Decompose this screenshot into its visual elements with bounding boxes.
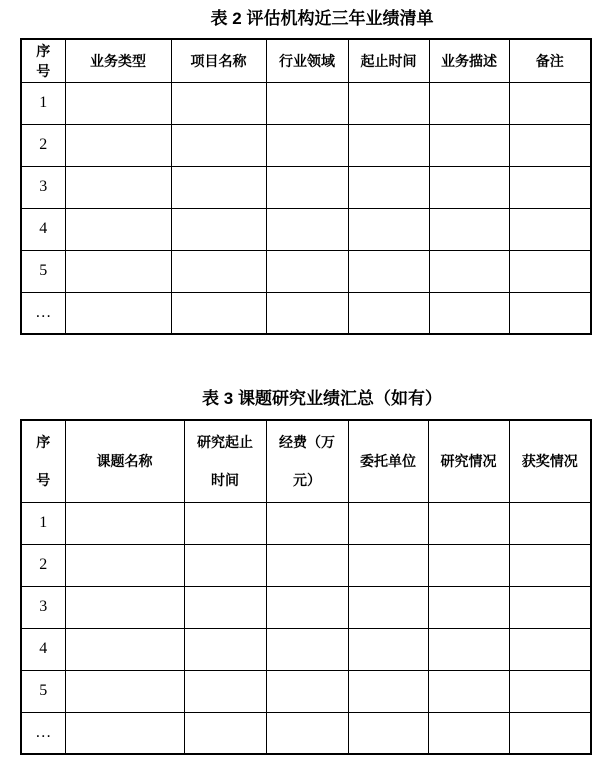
empty-cell bbox=[184, 670, 266, 712]
empty-cell bbox=[428, 628, 509, 670]
column-header: 委托单位 bbox=[348, 420, 428, 502]
row-number-cell: 1 bbox=[21, 502, 65, 544]
empty-cell bbox=[171, 166, 266, 208]
column-header: 序号 bbox=[21, 420, 65, 502]
empty-cell bbox=[348, 124, 429, 166]
empty-cell bbox=[65, 712, 184, 754]
column-header: 行业领域 bbox=[266, 39, 348, 82]
row-number-cell: 2 bbox=[21, 124, 65, 166]
empty-cell bbox=[509, 712, 591, 754]
empty-cell bbox=[266, 544, 348, 586]
row-number-cell: 5 bbox=[21, 670, 65, 712]
empty-cell bbox=[509, 82, 591, 124]
column-header: 起止时间 bbox=[348, 39, 429, 82]
empty-cell bbox=[348, 250, 429, 292]
table-row bbox=[21, 670, 591, 712]
empty-cell bbox=[266, 502, 348, 544]
column-header: 业务描述 bbox=[429, 39, 509, 82]
empty-cell bbox=[348, 586, 428, 628]
empty-cell bbox=[65, 82, 171, 124]
empty-cell bbox=[509, 670, 591, 712]
table-row bbox=[21, 586, 591, 628]
empty-cell bbox=[428, 502, 509, 544]
row-number-cell: 1 bbox=[21, 82, 65, 124]
column-header: 研究起止时间 bbox=[184, 420, 266, 502]
empty-cell bbox=[509, 628, 591, 670]
empty-cell bbox=[171, 250, 266, 292]
column-header: 备注 bbox=[509, 39, 591, 82]
empty-cell bbox=[348, 166, 429, 208]
empty-cell bbox=[266, 712, 348, 754]
empty-cell bbox=[428, 670, 509, 712]
header-row bbox=[21, 39, 591, 82]
empty-cell bbox=[509, 166, 591, 208]
row-number-cell: 4 bbox=[21, 628, 65, 670]
empty-cell bbox=[509, 292, 591, 334]
empty-cell bbox=[348, 544, 428, 586]
empty-cell bbox=[266, 670, 348, 712]
header-row bbox=[21, 420, 591, 502]
empty-cell bbox=[184, 586, 266, 628]
empty-cell bbox=[65, 292, 171, 334]
empty-cell bbox=[171, 82, 266, 124]
empty-cell bbox=[171, 208, 266, 250]
column-header: 获奖情况 bbox=[509, 420, 591, 502]
table-row bbox=[21, 124, 591, 166]
table-row bbox=[21, 502, 591, 544]
empty-cell bbox=[266, 124, 348, 166]
empty-cell bbox=[184, 502, 266, 544]
row-number-cell: 3 bbox=[21, 586, 65, 628]
empty-cell bbox=[184, 544, 266, 586]
empty-cell bbox=[509, 124, 591, 166]
table3 bbox=[20, 419, 592, 755]
table-row bbox=[21, 250, 591, 292]
empty-cell bbox=[428, 586, 509, 628]
empty-cell bbox=[429, 208, 509, 250]
empty-cell bbox=[429, 82, 509, 124]
column-header: 经费（万元） bbox=[266, 420, 348, 502]
row-number-cell: 5 bbox=[21, 250, 65, 292]
table2-section bbox=[0, 0, 608, 335]
empty-cell bbox=[65, 544, 184, 586]
table-row bbox=[21, 292, 591, 334]
empty-cell bbox=[348, 82, 429, 124]
table-row bbox=[21, 82, 591, 124]
empty-cell bbox=[428, 544, 509, 586]
empty-cell bbox=[348, 628, 428, 670]
table-row bbox=[21, 208, 591, 250]
table-row bbox=[21, 544, 591, 586]
empty-cell bbox=[65, 166, 171, 208]
table2-title: 表 2 评估机构近三年业绩清单 bbox=[210, 9, 434, 28]
empty-cell bbox=[428, 712, 509, 754]
column-header: 项目名称 bbox=[171, 39, 266, 82]
empty-cell bbox=[65, 124, 171, 166]
empty-cell bbox=[348, 712, 428, 754]
empty-cell bbox=[429, 250, 509, 292]
empty-cell bbox=[509, 544, 591, 586]
table3-section bbox=[0, 389, 608, 755]
empty-cell bbox=[171, 124, 266, 166]
empty-cell bbox=[348, 208, 429, 250]
empty-cell bbox=[266, 586, 348, 628]
row-number-cell: 3 bbox=[21, 166, 65, 208]
empty-cell bbox=[65, 628, 184, 670]
empty-cell bbox=[348, 502, 428, 544]
empty-cell bbox=[65, 586, 184, 628]
empty-cell bbox=[266, 292, 348, 334]
empty-cell bbox=[509, 502, 591, 544]
column-header: 课题名称 bbox=[65, 420, 184, 502]
row-number-cell: … bbox=[21, 292, 65, 334]
empty-cell bbox=[509, 586, 591, 628]
table-row bbox=[21, 166, 591, 208]
empty-cell bbox=[171, 292, 266, 334]
empty-cell bbox=[348, 292, 429, 334]
table-row bbox=[21, 628, 591, 670]
empty-cell bbox=[509, 250, 591, 292]
empty-cell bbox=[65, 208, 171, 250]
empty-cell bbox=[184, 712, 266, 754]
row-number-cell: … bbox=[21, 712, 65, 754]
table2 bbox=[20, 38, 592, 335]
empty-cell bbox=[348, 670, 428, 712]
column-header: 序号 bbox=[21, 39, 65, 82]
empty-cell bbox=[65, 250, 171, 292]
empty-cell bbox=[266, 82, 348, 124]
empty-cell bbox=[266, 250, 348, 292]
empty-cell bbox=[429, 124, 509, 166]
empty-cell bbox=[429, 166, 509, 208]
empty-cell bbox=[429, 292, 509, 334]
row-number-cell: 2 bbox=[21, 544, 65, 586]
empty-cell bbox=[184, 628, 266, 670]
table-row bbox=[21, 712, 591, 754]
row-number-cell: 4 bbox=[21, 208, 65, 250]
empty-cell bbox=[509, 208, 591, 250]
empty-cell bbox=[266, 208, 348, 250]
empty-cell bbox=[266, 628, 348, 670]
column-header: 业务类型 bbox=[65, 39, 171, 82]
column-header: 研究情况 bbox=[428, 420, 509, 502]
empty-cell bbox=[266, 166, 348, 208]
table3-title: 表 3 课题研究业绩汇总（如有） bbox=[202, 389, 442, 408]
empty-cell bbox=[65, 502, 184, 544]
empty-cell bbox=[65, 670, 184, 712]
